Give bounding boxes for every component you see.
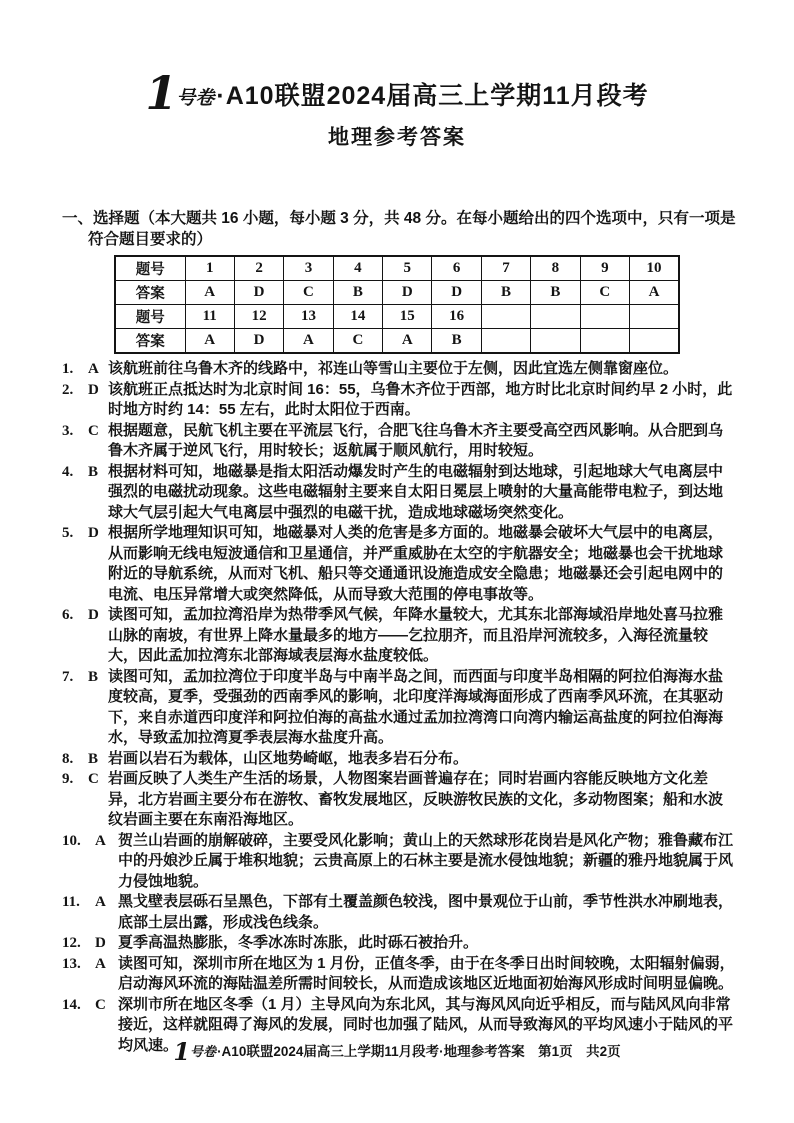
item-explanation: 岩画反映了人类生产生活的场景，人物图案岩画普遍存在；同时岩画内容能反映地方文化差异，北方岩画主要分布在游牧、畜牧发展地区，反映游牧民族的文化，多动物图案；船和水波纹岩画主要在东南沿海地区。	[108, 770, 724, 828]
explanation-list	[62, 359, 736, 1056]
table-cell: C	[580, 281, 629, 305]
answer-item-9	[62, 769, 736, 831]
brand-logo-suffix: 号卷	[176, 87, 215, 109]
table-cell: 7	[481, 256, 530, 281]
table-cell	[481, 305, 530, 329]
table-cell: D	[234, 329, 283, 354]
table-cell: D	[234, 281, 283, 305]
item-answer-letter: A	[88, 361, 99, 377]
item-answer-letter: C	[88, 422, 99, 439]
table-row-label: 答案	[115, 281, 185, 305]
table-row	[115, 256, 679, 281]
answer-item-8	[62, 749, 736, 770]
item-explanation: 根据题意，民航飞机主要在平流层飞行，合肥飞往乌鲁木齐主要受高空西风影响。从合肥到乌鲁木齐属于逆风飞行，用时较长；返航属于顺风航行，用时较短。	[108, 421, 724, 459]
page-footer	[0, 1037, 794, 1066]
table-cell: 15	[383, 305, 432, 329]
table-cell: C	[333, 329, 382, 354]
table-cell: 5	[383, 256, 432, 281]
footer-text: ·A10联盟2024届高三上学期11月段考·地理参考答案 第1页 共2页	[217, 1044, 621, 1059]
table-cell	[630, 329, 679, 354]
table-cell	[531, 329, 580, 354]
table-cell: B	[531, 281, 580, 305]
item-answer-letter: D	[88, 525, 99, 541]
table-cell: 16	[432, 305, 481, 329]
item-explanation: 读图可知，孟加拉湾沿岸为热带季风气候，年降水量较大，尤其东北部海域沿岸地处喜马拉雅山脉的南坡，有世界上降水量最多的地方——乞拉朋齐，而且沿岸河流较多，入海径流量较大，因此孟加拉湾东北部海域表层海水盐度较低。	[108, 606, 724, 664]
item-explanation: 读图可知，孟加拉湾位于印度半岛与中南半岛之间，而西面与印度半岛相隔的阿拉伯海海水盐度较高，夏季，受强劲的西南季风的影响，北印度洋海域海面形成了西南季风环流，在其驱动下，来自赤道西印度洋和阿拉伯海的高盐水通过孟加拉湾湾口向湾内输运高盐度的阿拉伯海海水，导致孟加拉湾夏季表层海水盐度升高。	[108, 667, 724, 746]
table-cell: A	[630, 281, 679, 305]
table-cell: 11	[185, 305, 234, 329]
content-area	[62, 208, 736, 1056]
table-cell: B	[481, 281, 530, 305]
table-cell: C	[284, 281, 333, 305]
item-number: 5.	[62, 525, 74, 541]
answer-item-3	[62, 421, 736, 462]
item-answer-letter: D	[95, 935, 106, 951]
table-cell: B	[432, 329, 481, 354]
table-cell: 13	[284, 305, 333, 329]
answer-item-13	[62, 954, 736, 995]
section-heading: 一、选择题（本大题共 16 小题，每小题 3 分，共 48 分。在每小题给出的四个选项中，只有一项是符合题目要求的）	[62, 210, 736, 248]
item-number: 11.	[62, 894, 80, 910]
item-answer-letter: B	[88, 668, 99, 685]
item-number: 2.	[62, 381, 74, 398]
exam-subtitle: 地理参考答案	[328, 126, 466, 149]
page-title	[0, 66, 794, 120]
table-cell: 6	[432, 256, 481, 281]
answer-item-11	[62, 892, 736, 933]
table-cell	[531, 305, 580, 329]
item-answer-letter: D	[88, 381, 99, 398]
brand-logo-numeral: 1	[145, 66, 176, 120]
item-answer-letter: A	[95, 955, 106, 972]
table-row	[115, 281, 679, 305]
item-explanation: 该航班前往乌鲁木齐的线路中，祁连山等雪山主要位于左侧，因此宜选左侧靠窗座位。	[108, 360, 679, 377]
answer-item-12	[62, 933, 736, 954]
table-cell: 9	[580, 256, 629, 281]
item-number: 12.	[62, 935, 81, 951]
table-cell: 1	[185, 256, 234, 281]
table-cell: 12	[234, 305, 283, 329]
item-answer-letter: B	[88, 463, 99, 480]
table-row	[115, 329, 679, 354]
answer-item-10	[62, 831, 736, 893]
item-number: 8.	[62, 750, 74, 767]
table-row	[115, 305, 679, 329]
item-number: 1.	[62, 361, 74, 377]
table-cell: 10	[630, 256, 679, 281]
item-explanation: 深圳市所在地区冬季（1 月）主导风向为东北风，其与海风风向近乎相反，而与陆风风向非常接近，这样就阻碍了海风的发展，同时也加强了陆风，从而导致海风的平均风速小于陆风的平均风速。	[118, 995, 734, 1054]
table-cell: 4	[333, 256, 382, 281]
item-number: 3.	[62, 422, 74, 439]
item-explanation: 贺兰山岩画的崩解破碎，主要受风化影响；黄山上的天然球形花岗岩是风化产物；雅鲁藏布江中的丹娘沙丘属于堆积地貌；云贵高原上的石林主要是流水侵蚀地貌；新疆的雅丹地貌属于风力侵蚀地貌。	[118, 831, 734, 890]
answer-item-2	[62, 380, 736, 421]
item-answer-letter: A	[95, 894, 106, 910]
item-number: 6.	[62, 607, 74, 623]
item-answer-letter: D	[88, 607, 99, 623]
footer-brand-logo-suffix: 号卷	[190, 1045, 217, 1060]
answer-item-6	[62, 605, 736, 667]
answer-item-1	[62, 359, 736, 380]
table-cell: A	[185, 281, 234, 305]
footer-brand-logo-numeral: 1	[173, 1037, 190, 1066]
item-explanation: 读图可知，深圳市所在地区为 1 月份，正值冬季，由于在冬季日出时间较晚，太阳辐射偏弱，启动海风环流的海陆温差所需时间较长，从而造成该地区近地面初始海风形成时间明显偏晚。	[118, 954, 735, 992]
item-explanation: 岩画以岩石为载体，山区地势崎岖，地表多岩石分布。	[108, 749, 469, 767]
answer-item-4	[62, 462, 736, 524]
item-answer-letter: A	[95, 832, 106, 849]
table-cell: D	[432, 281, 481, 305]
item-answer-letter: B	[88, 750, 99, 767]
item-number: 14.	[62, 996, 81, 1013]
item-number: 13.	[62, 955, 81, 972]
item-explanation: 夏季高温热膨胀，冬季冰冻时冻胀，此时砾石被抬升。	[118, 934, 479, 951]
item-answer-letter: C	[95, 996, 106, 1013]
table-cell: 8	[531, 256, 580, 281]
exam-title: ·A10联盟2024届高三上学期11月段考	[216, 82, 649, 110]
item-number: 7.	[62, 668, 74, 685]
table-cell: D	[383, 281, 432, 305]
answer-table	[114, 255, 680, 354]
item-explanation: 该航班正点抵达时为北京时间 16：55，乌鲁木齐位于西部，地方时比北京时间约早 2 小时，此时地方时约 14：55 左右，此时太阳位于西南。	[108, 380, 733, 418]
table-row-label: 题号	[115, 256, 185, 281]
item-explanation: 根据材料可知，地磁暴是指太阳活动爆发时产生的电磁辐射到达地球，引起地球大气电离层中强烈的电磁扰动现象。这些电磁辐射主要来自太阳日冕层上喷射的大量高能带电粒子，到达地球大气层引起大气电离层中强烈的电磁干扰，造成地球磁场突然变化。	[108, 462, 724, 521]
table-cell: A	[284, 329, 333, 354]
table-cell	[481, 329, 530, 354]
table-cell	[630, 305, 679, 329]
table-cell: A	[185, 329, 234, 354]
answer-item-7	[62, 667, 736, 749]
table-cell: A	[383, 329, 432, 354]
item-number: 10.	[62, 832, 81, 849]
item-explanation: 黑戈壁表层砾石呈黑色，下部有土覆盖颜色较浅，图中景观位于山前，季节性洪水冲刷地表，底部土层出露，形成浅色线条。	[118, 893, 734, 931]
table-cell: 2	[234, 256, 283, 281]
table-row-label: 答案	[115, 329, 185, 354]
item-explanation: 根据所学地理知识可知，地磁暴对人类的危害是多方面的。地磁暴会破坏大气层中的电离层，从而影响无线电短波通信和卫星通信，并严重威胁在太空的宇航器安全；地磁暴也会干扰地球附近的导航系统，从而对飞机、船只等交通通讯设施造成安全隐患；地磁暴还会引起电网中的电流、电压异常增大或突然降低，从而导致大范围的停电事故等。	[108, 524, 724, 603]
item-number: 9.	[62, 771, 74, 787]
table-row-label: 题号	[115, 305, 185, 329]
table-cell	[580, 329, 629, 354]
table-cell: 3	[284, 256, 333, 281]
table-cell: B	[333, 281, 382, 305]
item-answer-letter: C	[88, 771, 99, 787]
table-cell: 14	[333, 305, 382, 329]
answer-item-5	[62, 523, 736, 605]
item-number: 4.	[62, 463, 74, 480]
table-cell	[580, 305, 629, 329]
